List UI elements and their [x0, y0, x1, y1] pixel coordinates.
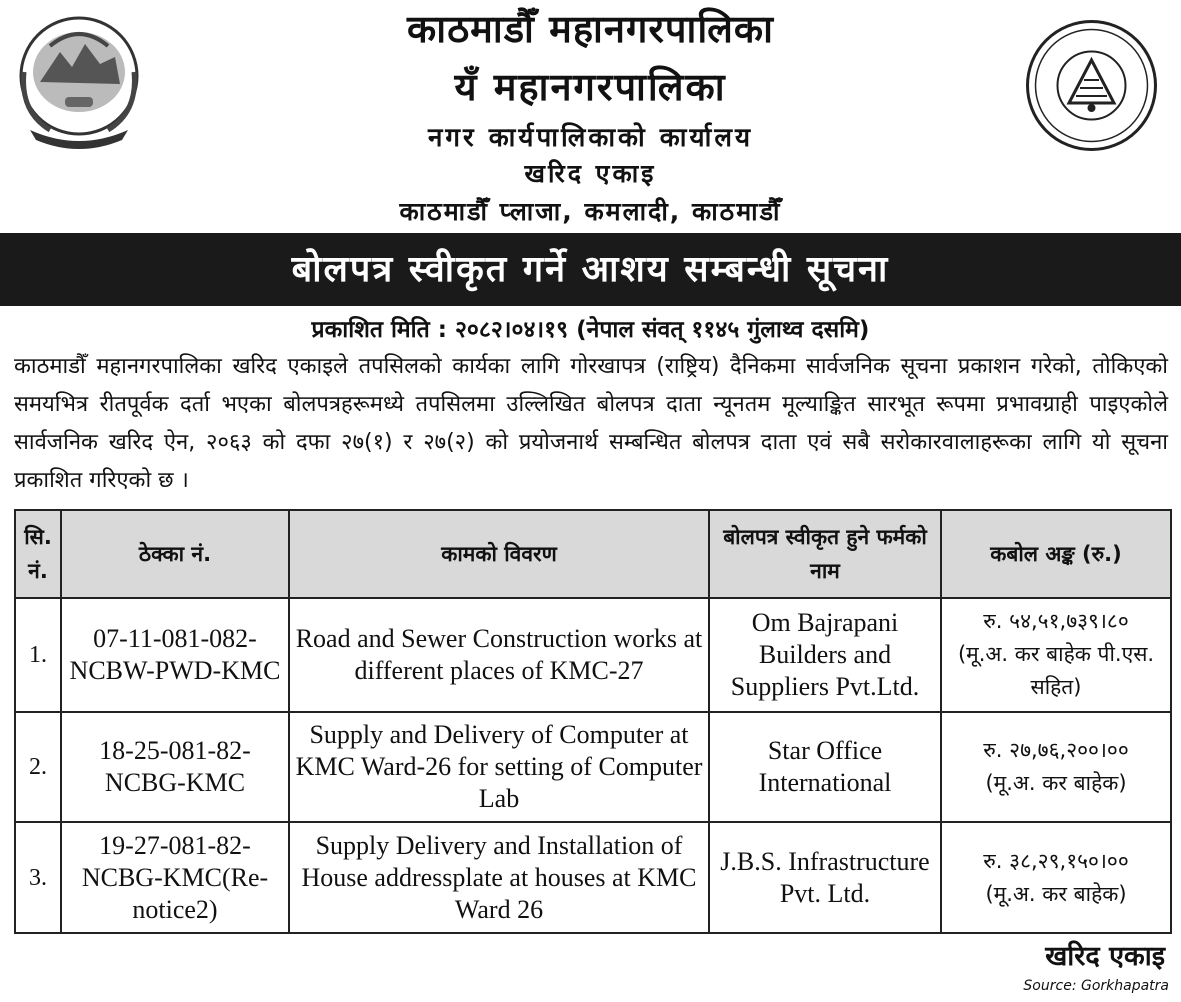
header-sn: सि. नं. — [15, 510, 61, 598]
header-description: कामको विवरण — [289, 510, 709, 598]
office-name: नगर कार्यपालिकाको कार्यालय — [427, 123, 754, 153]
row-amount-note: (मू.अ. कर बाहेक) — [985, 881, 1127, 906]
row-amount-cell — [941, 822, 1171, 933]
row-amount-cell — [941, 598, 1171, 712]
row-sn: 3. — [15, 822, 61, 933]
row-amount: रु. २७,७६,२००।०० — [983, 738, 1129, 763]
published-date: प्रकाशित मिति : २०८२।०४।१९ (नेपाल संवत् ११४५ गुंलाथ्व दसमि) — [311, 317, 870, 343]
office-address: काठमाडौँ प्लाजा, कमलादी, काठमाडौँ — [399, 197, 782, 226]
notice-header — [0, 0, 1181, 232]
row-sn: 2. — [15, 712, 61, 823]
row-description: Supply Delivery and Installation of House addressplate at houses at KMC Ward 26 — [289, 822, 709, 933]
table-row — [15, 822, 1171, 933]
row-contract-no: 19-27-081-82-NCBG-KMC(Re-notice2) — [61, 822, 289, 933]
table-row — [15, 598, 1171, 712]
header-amount: कबोल अङ्क (रु.) — [941, 510, 1171, 598]
row-description: Supply and Delivery of Computer at KMC Ward-26 for setting of Computer Lab — [289, 712, 709, 823]
table-header-row — [15, 510, 1171, 598]
notice-body: काठमाडौँ महानगरपालिका खरिद एकाइले तपसिलको कार्यका लागि गोरखापत्र (राष्ट्रिय) दैनिकमा सार्वजनिक सूचना प्रकाशन गरेको, तोकिएको समयभित्र रीतपूर्वक दर्ता भएका बोलपत्रहरूमध्ये तपसिलमा उल्लिखित बोलपत्र दाता न्यूनतम मूल्याङ्कित सारभूत रूपमा प्रभावग्राही पाइएकोले सार्वजनिक खरिद ऐन, २०६३ को दफा २७(१) र २७(२) को प्रयोजनार्थ सम्बन्धित बोलपत्र दाता एवं सबै सरोकारवालाहरूका लागि यो सूचना प्रकाशित गरिएको छ । — [14, 354, 1168, 493]
municipality-title-newari: यँ महानगरपालिका — [454, 65, 727, 109]
row-sn: 1. — [15, 598, 61, 712]
row-firm: Star Office International — [709, 712, 941, 823]
row-firm: J.B.S. Infrastructure Pvt. Ltd. — [709, 822, 941, 933]
row-amount-cell — [941, 712, 1171, 823]
row-contract-no: 07-11-081-082-NCBW-PWD-KMC — [61, 598, 289, 712]
row-amount-note: (मू.अ. कर बाहेक) — [985, 771, 1127, 796]
notice-title-banner: बोलपत्र स्वीकृत गर्ने आशय सम्बन्धी सूचना — [0, 233, 1181, 306]
row-amount-note: (मू.अ. कर बाहेक पी.एस. सहित) — [957, 642, 1155, 700]
row-amount: रु. ३८,२९,१५०।०० — [983, 848, 1129, 873]
municipality-title: काठमाडौँ महानगरपालिका — [407, 7, 774, 51]
row-amount: रु. ५४,५१,७३९।८० — [983, 609, 1129, 634]
row-firm: Om Bajrapani Builders and Suppliers Pvt.Ltd. — [709, 598, 941, 712]
kmc-seal-icon — [1024, 18, 1159, 153]
header-firm: बोलपत्र स्वीकृत हुने फर्मको नाम — [709, 510, 941, 598]
table-row — [15, 712, 1171, 823]
header-contract-no: ठेक्का नं. — [61, 510, 289, 598]
tender-table — [14, 509, 1172, 934]
row-description: Road and Sewer Construction works at different places of KMC-27 — [289, 598, 709, 712]
source-credit: Source: Gorkhapatra — [1023, 978, 1169, 994]
row-contract-no: 18-25-081-82-NCBG-KMC — [61, 712, 289, 823]
footer-unit-signature: खरिद एकाइ — [1045, 941, 1165, 972]
unit-name: खरिद एकाइ — [524, 159, 657, 188]
